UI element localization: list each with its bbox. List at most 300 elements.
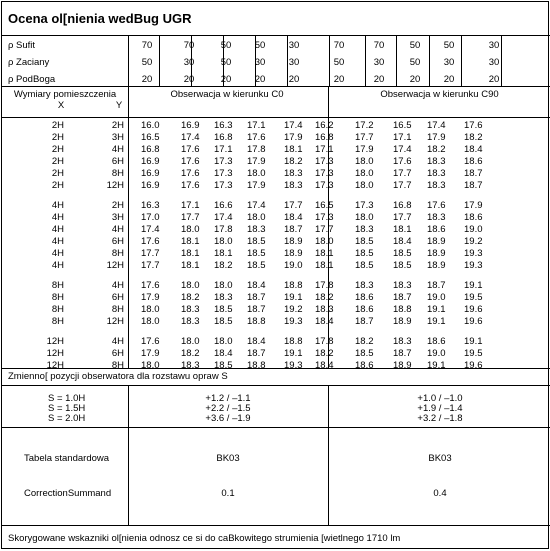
- ugr-value: 18.2: [315, 292, 334, 303]
- ugr-value: 17.4: [141, 224, 160, 235]
- ugr-value: 18.7: [247, 292, 266, 303]
- ugr-value: 17.6: [427, 200, 446, 211]
- row-y: 6H: [111, 156, 124, 167]
- ugr-value: 17.6: [181, 156, 200, 167]
- ugr-value: 16.5: [315, 200, 334, 211]
- ugr-value: 18.1: [181, 236, 200, 247]
- ugr-value: 18.4: [315, 316, 334, 327]
- variation-c90: +1.9 / –1.4: [417, 403, 463, 414]
- ugr-value: 19.1: [427, 360, 446, 371]
- ugr-value: 18.6: [427, 336, 446, 347]
- ugr-value: 18.0: [214, 236, 233, 247]
- ugr-value: 17.7: [393, 180, 412, 191]
- reflectance-value: 50: [220, 57, 232, 68]
- reflectance-value: 20: [409, 74, 421, 85]
- ugr-value: 19.2: [284, 304, 303, 315]
- reflectance-value: 20: [220, 74, 232, 85]
- reflectance-value: 30: [254, 57, 266, 68]
- row-x: 12H: [46, 348, 64, 359]
- ugr-value: 18.4: [464, 144, 483, 155]
- ugr-value: 17.7: [141, 248, 160, 259]
- ugr-value: 17.9: [247, 156, 266, 167]
- row-y: 12H: [106, 316, 124, 327]
- ugr-value: 18.5: [393, 248, 412, 259]
- reflectance-value: 30: [288, 40, 300, 51]
- divider-col: [328, 385, 329, 525]
- ugr-value: 19.0: [427, 348, 446, 359]
- ugr-value: 18.2: [427, 144, 446, 155]
- ugr-value: 18.3: [181, 360, 200, 371]
- ugr-value: 16.3: [214, 120, 233, 131]
- ugr-value: 18.3: [284, 180, 303, 191]
- std-table-c90: BK03: [428, 453, 452, 464]
- ugr-value: 16.5: [141, 132, 160, 143]
- ugr-value: 18.9: [393, 360, 412, 371]
- reflectance-value: 20: [254, 74, 266, 85]
- row-x: 4H: [51, 212, 64, 223]
- variation-c0: +2.2 / –1.5: [205, 403, 251, 414]
- ugr-value: 18.0: [181, 280, 200, 291]
- row-y: 8H: [111, 248, 124, 259]
- reflectance-value: 30: [288, 57, 300, 68]
- ugr-value: 17.3: [214, 180, 233, 191]
- row-y: 4H: [111, 336, 124, 347]
- ugr-value: 17.6: [181, 180, 200, 191]
- ugr-value: 17.3: [315, 212, 334, 223]
- ugr-value: 17.8: [315, 336, 334, 347]
- reflectance-value: 70: [183, 40, 195, 51]
- reflectance-value: 20: [373, 74, 385, 85]
- variation-c0: +1.2 / –1.1: [205, 393, 251, 404]
- row-y: 12H: [106, 260, 124, 271]
- ugr-value: 16.6: [214, 200, 233, 211]
- row-x: 8H: [51, 316, 64, 327]
- ugr-value: 18.1: [315, 248, 334, 259]
- ugr-value: 17.6: [464, 120, 483, 131]
- ugr-value: 18.0: [247, 168, 266, 179]
- divider-col: [396, 35, 397, 86]
- ugr-value: 18.7: [247, 348, 266, 359]
- ugr-value: 18.5: [247, 248, 266, 259]
- divider-col: [461, 35, 462, 86]
- ugr-value: 17.3: [214, 168, 233, 179]
- std-table-label: Tabela standardowa: [24, 453, 110, 464]
- ugr-value: 17.9: [141, 348, 160, 359]
- correction-c90: 0.4: [433, 488, 447, 499]
- ugr-value: 19.3: [464, 248, 483, 259]
- ugr-value: 16.8: [315, 132, 334, 143]
- ugr-value: 18.3: [247, 224, 266, 235]
- room-dims-label: Wymiary pomieszczenia: [13, 89, 117, 100]
- ugr-value: 18.7: [464, 180, 483, 191]
- divider-header: [2, 117, 550, 118]
- reflectance-label: ρ Sufit: [8, 40, 36, 51]
- ugr-value: 18.3: [355, 224, 374, 235]
- ugr-value: 16.9: [181, 120, 200, 131]
- ugr-value: 18.0: [141, 316, 160, 327]
- variation-note: Zmienno[ pozycji obserwatora dla rozstawu opraw S: [8, 371, 228, 382]
- reflectance-value: 30: [488, 57, 500, 68]
- ugr-value: 18.0: [141, 360, 160, 371]
- ugr-value: 18.3: [181, 304, 200, 315]
- page-title: Ocena ol[nienia wedBug UGR: [8, 11, 192, 26]
- ugr-value: 17.8: [214, 224, 233, 235]
- ugr-value: 18.7: [393, 348, 412, 359]
- ugr-value: 17.4: [393, 144, 412, 155]
- reflectance-value: 20: [183, 74, 195, 85]
- ugr-value: 17.7: [284, 200, 303, 211]
- ugr-value: 17.6: [181, 144, 200, 155]
- divider-reflectance: [2, 86, 550, 87]
- ugr-value: 18.0: [247, 212, 266, 223]
- ugr-value: 18.0: [355, 156, 374, 167]
- ugr-value: 17.9: [464, 200, 483, 211]
- ugr-value: 17.3: [214, 156, 233, 167]
- ugr-value: 19.3: [284, 360, 303, 371]
- row-y: 8H: [111, 304, 124, 315]
- row-y: 12H: [106, 180, 124, 191]
- ugr-value: 19.1: [464, 280, 483, 291]
- reflectance-value: 30: [488, 40, 500, 51]
- ugr-value: 18.0: [214, 280, 233, 291]
- ugr-value: 17.4: [214, 212, 233, 223]
- ugr-value: 17.3: [315, 168, 334, 179]
- spacing-label: S = 1.5H: [48, 403, 86, 414]
- divider-col: [159, 35, 160, 86]
- ugr-value: 16.9: [141, 156, 160, 167]
- reflectance-value: 30: [443, 57, 455, 68]
- ugr-value: 18.6: [355, 360, 374, 371]
- reflectance-value: 50: [409, 57, 421, 68]
- row-y: 2H: [111, 200, 124, 211]
- std-table-c0: BK03: [216, 453, 240, 464]
- ugr-value: 18.8: [284, 280, 303, 291]
- divider-title: [2, 35, 550, 36]
- reflectance-value: 30: [183, 57, 195, 68]
- reflectance-value: 20: [443, 74, 455, 85]
- ugr-value: 18.1: [284, 144, 303, 155]
- divider-variation-note: [2, 385, 550, 386]
- reflectance-value: 20: [333, 74, 345, 85]
- ugr-value: 18.9: [284, 248, 303, 259]
- ugr-value: 17.6: [141, 280, 160, 291]
- ugr-value: 18.2: [181, 292, 200, 303]
- ugr-value: 18.8: [393, 304, 412, 315]
- ugr-value: 18.4: [393, 236, 412, 247]
- row-x: 12H: [46, 336, 64, 347]
- ugr-value: 18.0: [181, 336, 200, 347]
- row-x: 4H: [51, 224, 64, 235]
- row-x: 8H: [51, 292, 64, 303]
- ugr-value: 16.0: [141, 120, 160, 131]
- ugr-value: 18.5: [355, 236, 374, 247]
- ugr-value: 18.0: [141, 304, 160, 315]
- ugr-value: 18.3: [393, 336, 412, 347]
- ugr-value: 18.1: [181, 248, 200, 259]
- ugr-value: 16.8: [393, 200, 412, 211]
- ugr-value: 18.0: [315, 236, 334, 247]
- ugr-value: 19.6: [464, 316, 483, 327]
- obs-c0-label: Obserwacja w kierunku C0: [170, 89, 284, 100]
- ugr-value: 17.9: [284, 132, 303, 143]
- ugr-value: 18.2: [284, 156, 303, 167]
- ugr-value: 18.2: [464, 132, 483, 143]
- variation-c90: +3.2 / –1.8: [417, 413, 463, 424]
- divider-col: [128, 35, 129, 86]
- ugr-value: 18.7: [427, 280, 446, 291]
- ugr-value: 18.3: [427, 156, 446, 167]
- row-y: 2H: [111, 120, 124, 131]
- ugr-value: 18.6: [355, 292, 374, 303]
- ugr-value: 17.6: [141, 236, 160, 247]
- ugr-value: 18.0: [355, 212, 374, 223]
- ugr-value: 18.1: [315, 260, 334, 271]
- ugr-value: 17.6: [181, 168, 200, 179]
- ugr-value: 19.0: [284, 260, 303, 271]
- ugr-value: 17.4: [181, 132, 200, 143]
- ugr-value: 18.5: [355, 260, 374, 271]
- ugr-value: 16.9: [141, 168, 160, 179]
- ugr-value: 17.1: [181, 200, 200, 211]
- ugr-value: 19.0: [427, 292, 446, 303]
- row-y: 3H: [111, 132, 124, 143]
- ugr-value: 17.1: [214, 144, 233, 155]
- ugr-value: 18.3: [181, 316, 200, 327]
- ugr-value: 18.3: [393, 280, 412, 291]
- reflectance-value: 30: [373, 57, 385, 68]
- ugr-value: 19.3: [464, 260, 483, 271]
- row-x: 4H: [51, 200, 64, 211]
- variation-c90: +1.0 / –1.0: [417, 393, 463, 404]
- ugr-value: 19.1: [427, 316, 446, 327]
- ugr-value: 16.2: [315, 120, 334, 131]
- ugr-value: 17.1: [315, 144, 334, 155]
- ugr-value: 16.9: [141, 180, 160, 191]
- row-y: 6H: [111, 236, 124, 247]
- correction-c0: 0.1: [221, 488, 235, 499]
- spacing-label: S = 1.0H: [48, 393, 86, 404]
- reflectance-label: ρ PodBoga: [8, 74, 56, 85]
- ugr-value: 17.1: [393, 132, 412, 143]
- ugr-value: 18.5: [247, 236, 266, 247]
- row-x: 2H: [51, 144, 64, 155]
- reflectance-value: 20: [488, 74, 500, 85]
- ugr-value: 18.5: [214, 316, 233, 327]
- ugr-value: 18.7: [284, 224, 303, 235]
- ugr-value: 16.5: [393, 120, 412, 131]
- ugr-value: 18.8: [247, 360, 266, 371]
- ugr-value: 18.6: [464, 156, 483, 167]
- ugr-value: 17.8: [247, 144, 266, 155]
- ugr-value: 19.6: [464, 360, 483, 371]
- ugr-value: 18.4: [247, 336, 266, 347]
- ugr-value: 17.7: [141, 260, 160, 271]
- ugr-value: 17.7: [181, 212, 200, 223]
- ugr-value: 17.3: [315, 156, 334, 167]
- row-x: 2H: [51, 132, 64, 143]
- ugr-value: 18.9: [427, 236, 446, 247]
- ugr-value: 18.3: [427, 180, 446, 191]
- row-x: 2H: [51, 168, 64, 179]
- ugr-value: 18.3: [427, 168, 446, 179]
- row-x: 2H: [51, 156, 64, 167]
- row-y: 6H: [111, 348, 124, 359]
- row-x: 8H: [51, 280, 64, 291]
- ugr-value: 18.0: [181, 224, 200, 235]
- divider-col: [429, 35, 430, 86]
- ugr-value: 19.0: [464, 224, 483, 235]
- ugr-value: 19.1: [464, 336, 483, 347]
- ugr-value: 18.6: [355, 304, 374, 315]
- ugr-value: 18.5: [247, 260, 266, 271]
- ugr-value: 18.3: [427, 212, 446, 223]
- row-x: 12H: [46, 360, 64, 371]
- ugr-value: 19.5: [464, 292, 483, 303]
- ugr-value: 18.5: [355, 348, 374, 359]
- ugr-value: 17.2: [355, 120, 374, 131]
- ugr-value: 18.3: [214, 292, 233, 303]
- ugr-value: 19.1: [284, 292, 303, 303]
- reflectance-value: 70: [373, 40, 385, 51]
- divider-col: [128, 86, 129, 368]
- ugr-value: 18.4: [247, 280, 266, 291]
- reflectance-value: 20: [288, 74, 300, 85]
- divider-col: [365, 35, 366, 86]
- ugr-value: 18.6: [464, 212, 483, 223]
- ugr-value: 17.6: [141, 336, 160, 347]
- divider-col: [128, 385, 129, 525]
- ugr-value: 17.4: [284, 120, 303, 131]
- ugr-value: 18.1: [214, 248, 233, 259]
- x-label: X: [57, 100, 65, 111]
- ugr-value: 17.6: [247, 132, 266, 143]
- ugr-value: 19.1: [284, 348, 303, 359]
- ugr-value: 18.1: [181, 260, 200, 271]
- ugr-value: 17.3: [315, 180, 334, 191]
- row-x: 2H: [51, 180, 64, 191]
- variation-c0: +3.6 / –1.9: [205, 413, 251, 424]
- ugr-value: 19.6: [464, 304, 483, 315]
- ugr-value: 19.5: [464, 348, 483, 359]
- reflectance-value: 50: [443, 40, 455, 51]
- reflectance-label: ρ Zaciany: [8, 57, 50, 68]
- obs-c90-label: Obserwacja w kierunku C90: [380, 89, 499, 100]
- divider-bottom: [2, 525, 550, 526]
- ugr-value: 17.0: [141, 212, 160, 223]
- row-y: 4H: [111, 224, 124, 235]
- divider-variation: [2, 427, 550, 428]
- reflectance-value: 70: [141, 40, 153, 51]
- ugr-value: 17.3: [355, 200, 374, 211]
- ugr-value: 17.9: [355, 144, 374, 155]
- ugr-value: 18.7: [464, 168, 483, 179]
- ugr-value: 18.7: [393, 292, 412, 303]
- ugr-value: 18.0: [214, 336, 233, 347]
- ugr-value: 17.9: [247, 180, 266, 191]
- reflectance-value: 50: [333, 57, 345, 68]
- reflectance-value: 50: [254, 40, 266, 51]
- ugr-value: 18.4: [284, 212, 303, 223]
- ugr-value: 18.5: [393, 260, 412, 271]
- ugr-value: 19.2: [464, 236, 483, 247]
- correction-label: CorrectionSummand: [24, 488, 112, 499]
- ugr-value: 17.7: [393, 168, 412, 179]
- ugr-value: 16.8: [214, 132, 233, 143]
- ugr-value: 18.1: [393, 224, 412, 235]
- ugr-value: 19.3: [284, 316, 303, 327]
- ugr-value: 17.1: [247, 120, 266, 131]
- ugr-value: 17.6: [393, 156, 412, 167]
- ugr-value: 17.7: [355, 132, 374, 143]
- ugr-value: 18.2: [181, 348, 200, 359]
- ugr-value: 18.4: [214, 348, 233, 359]
- footer-note: Skorygowane wskazniki ol[nienia odnosz ce si do caBkowitego strumienia [wietlnego 1710 lm: [8, 533, 401, 544]
- ugr-value: 17.8: [315, 280, 334, 291]
- ugr-value: 18.7: [247, 304, 266, 315]
- reflectance-value: 70: [333, 40, 345, 51]
- reflectance-value: 50: [141, 57, 153, 68]
- ugr-value: 18.9: [284, 236, 303, 247]
- ugr-table-page: [1, 1, 549, 549]
- ugr-value: 17.4: [247, 200, 266, 211]
- row-y: 6H: [111, 292, 124, 303]
- ugr-value: 18.3: [355, 280, 374, 291]
- ugr-value: 18.3: [284, 168, 303, 179]
- row-y: 3H: [111, 212, 124, 223]
- ugr-value: 18.6: [427, 224, 446, 235]
- ugr-value: 18.8: [284, 336, 303, 347]
- row-x: 4H: [51, 236, 64, 247]
- ugr-value: 18.2: [315, 348, 334, 359]
- row-y: 4H: [111, 280, 124, 291]
- ugr-value: 19.1: [427, 304, 446, 315]
- ugr-value: 18.2: [214, 260, 233, 271]
- ugr-value: 18.0: [355, 180, 374, 191]
- ugr-value: 18.5: [214, 304, 233, 315]
- ugr-value: 16.8: [141, 144, 160, 155]
- ugr-value: 17.9: [141, 292, 160, 303]
- ugr-value: 18.9: [393, 316, 412, 327]
- ugr-value: 18.0: [355, 168, 374, 179]
- reflectance-value: 20: [141, 74, 153, 85]
- row-y: 8H: [111, 168, 124, 179]
- ugr-value: 16.3: [141, 200, 160, 211]
- ugr-value: 18.8: [247, 316, 266, 327]
- ugr-value: 18.5: [214, 360, 233, 371]
- ugr-value: 18.9: [427, 260, 446, 271]
- row-y: 8H: [111, 360, 124, 371]
- y-label: Y: [115, 100, 123, 111]
- row-x: 2H: [51, 120, 64, 131]
- ugr-value: 18.5: [355, 248, 374, 259]
- ugr-value: 17.7: [393, 212, 412, 223]
- ugr-value: 18.4: [315, 360, 334, 371]
- ugr-value: 17.4: [427, 120, 446, 131]
- ugr-value: 17.7: [315, 224, 334, 235]
- row-x: 4H: [51, 260, 64, 271]
- row-y: 4H: [111, 144, 124, 155]
- ugr-value: 17.9: [427, 132, 446, 143]
- ugr-value: 18.2: [355, 336, 374, 347]
- ugr-value: 18.3: [315, 304, 334, 315]
- row-x: 8H: [51, 304, 64, 315]
- row-x: 4H: [51, 248, 64, 259]
- ugr-value: 18.7: [355, 316, 374, 327]
- reflectance-value: 50: [409, 40, 421, 51]
- reflectance-value: 50: [220, 40, 232, 51]
- spacing-label: S = 2.0H: [48, 413, 86, 424]
- ugr-value: 18.9: [427, 248, 446, 259]
